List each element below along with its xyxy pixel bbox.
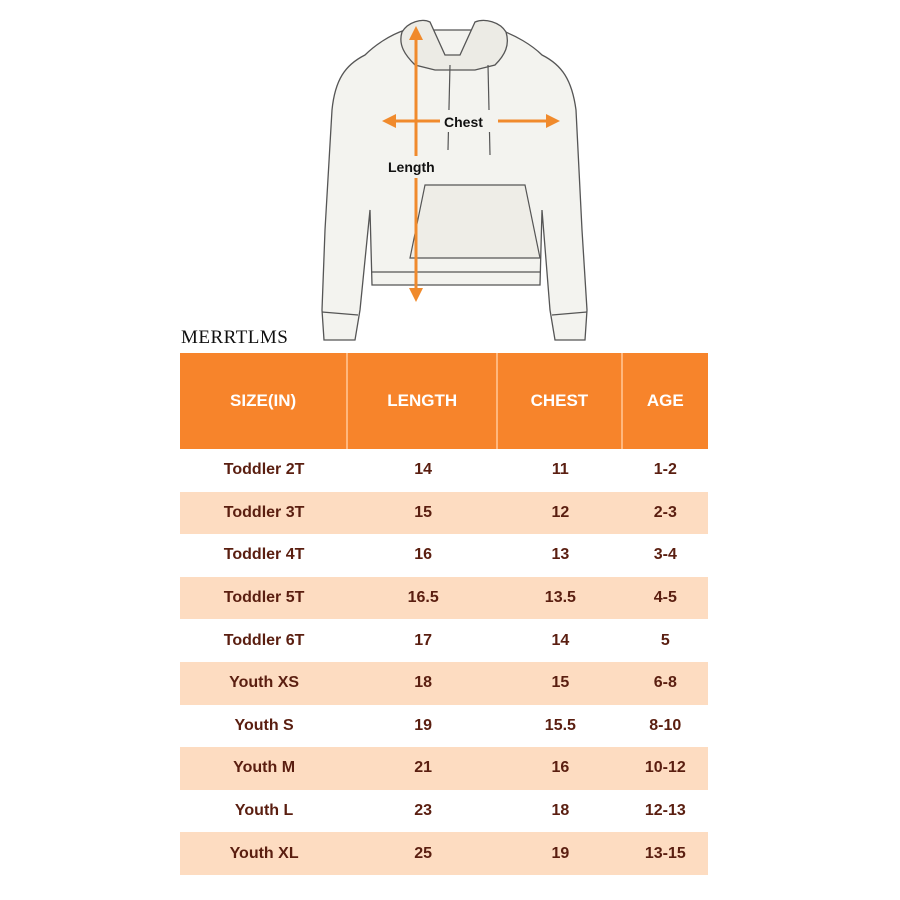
cell-length: 23 xyxy=(348,790,498,833)
cell-chest: 15 xyxy=(498,662,622,705)
size-chart-table xyxy=(180,353,708,875)
column-header-chest: CHEST xyxy=(498,353,622,449)
hoodie-illustration xyxy=(310,10,600,350)
column-header-length: LENGTH xyxy=(348,353,498,449)
column-header-age: AGE xyxy=(623,353,708,449)
table-row xyxy=(180,619,708,662)
cell-size: Youth XL xyxy=(180,832,348,875)
cell-size: Youth L xyxy=(180,790,348,833)
cell-chest: 13.5 xyxy=(498,577,622,620)
cell-length: 21 xyxy=(348,747,498,790)
cell-chest: 12 xyxy=(498,492,622,535)
cell-chest: 13 xyxy=(498,534,622,577)
cell-chest: 15.5 xyxy=(498,705,622,748)
cell-length: 19 xyxy=(348,705,498,748)
cell-age: 10-12 xyxy=(623,747,708,790)
brand-name: MERRTLMS xyxy=(181,327,289,348)
cell-size: Toddler 2T xyxy=(180,449,348,492)
cell-length: 15 xyxy=(348,492,498,535)
cell-age: 6-8 xyxy=(623,662,708,705)
cell-chest: 19 xyxy=(498,832,622,875)
cell-age: 4-5 xyxy=(623,577,708,620)
length-label: Length xyxy=(388,159,435,175)
cell-chest: 18 xyxy=(498,790,622,833)
cell-size: Youth XS xyxy=(180,662,348,705)
cell-size: Toddler 4T xyxy=(180,534,348,577)
table-row xyxy=(180,492,708,535)
table-row xyxy=(180,449,708,492)
table-row xyxy=(180,577,708,620)
cell-length: 25 xyxy=(348,832,498,875)
cell-size: Youth M xyxy=(180,747,348,790)
cell-length: 18 xyxy=(348,662,498,705)
cell-age: 13-15 xyxy=(623,832,708,875)
cell-chest: 14 xyxy=(498,619,622,662)
cell-size: Toddler 5T xyxy=(180,577,348,620)
table-row xyxy=(180,534,708,577)
cell-length: 17 xyxy=(348,619,498,662)
cell-age: 8-10 xyxy=(623,705,708,748)
table-row xyxy=(180,705,708,748)
cell-age: 5 xyxy=(623,619,708,662)
hoodie-diagram xyxy=(310,10,600,350)
cell-length: 14 xyxy=(348,449,498,492)
table-row xyxy=(180,747,708,790)
table-row xyxy=(180,790,708,833)
cell-chest: 16 xyxy=(498,747,622,790)
cell-chest: 11 xyxy=(498,449,622,492)
column-header-size: SIZE(IN) xyxy=(180,353,348,449)
cell-age: 12-13 xyxy=(623,790,708,833)
cell-length: 16.5 xyxy=(348,577,498,620)
cell-size: Toddler 6T xyxy=(180,619,348,662)
table-row xyxy=(180,832,708,875)
table-header-row xyxy=(180,353,708,449)
cell-age: 1-2 xyxy=(623,449,708,492)
cell-length: 16 xyxy=(348,534,498,577)
cell-age: 3-4 xyxy=(623,534,708,577)
chest-label: Chest xyxy=(444,114,483,130)
cell-size: Youth S xyxy=(180,705,348,748)
cell-size: Toddler 3T xyxy=(180,492,348,535)
cell-age: 2-3 xyxy=(623,492,708,535)
hoodie-pocket xyxy=(410,185,540,258)
table-row xyxy=(180,662,708,705)
